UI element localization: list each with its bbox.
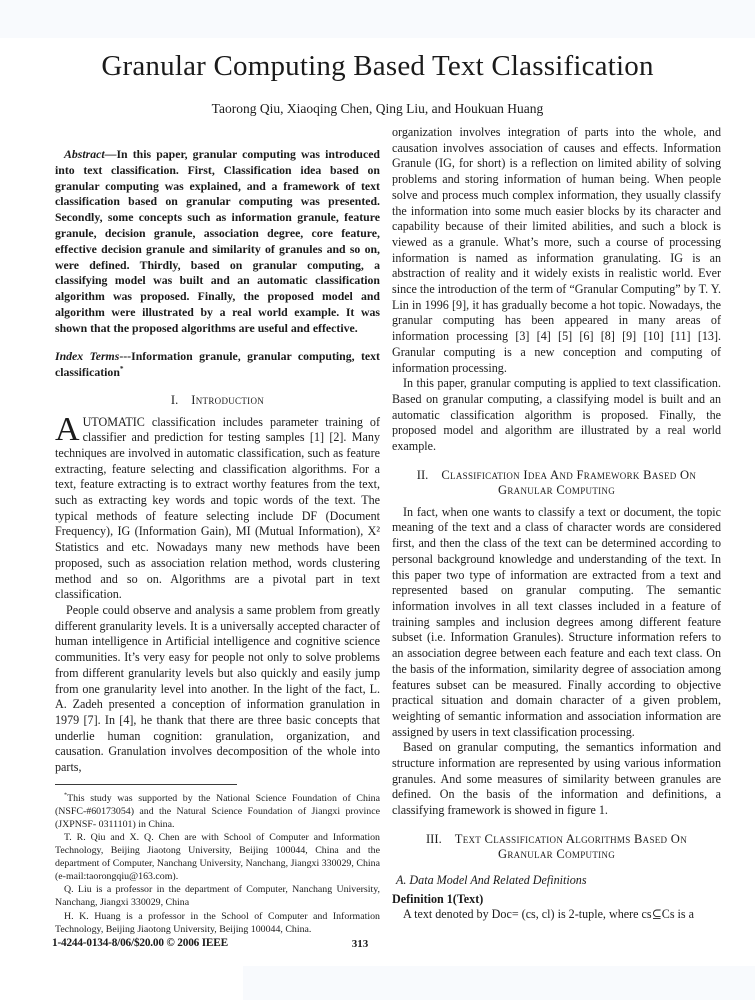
abstract-text: —In this paper, granular computing was introduced into text classification. First, Classification idea based on granular computing was explained, and a framework of text classification based on granular computing was presented. Secondly, some concepts such as information granule, feature granule, decision granule, association degree, core feature, effective decision granule and similarity of granules and so on, were defined. Thirdly, based on granular computing, a classifying model was built and an automatic classification algorithm was proposed. Finally, the proposed model and algorithm were illustrated by a real world example. It was shown that the proposed algorithms are useful and effective. bbox=[55, 147, 380, 335]
authors-line: Taorong Qiu, Xiaoqing Chen, Qing Liu, and Houkuan Huang bbox=[211, 101, 544, 116]
abstract-label: Abstract bbox=[64, 147, 105, 161]
right-paragraph-1: organization involves integration of parts into the whole, and causation involves association of causes and effects. Information Granule (IG, for short) is a reflection on limited ability of solving problems and storing information of human being. When people solve and process much complex information, they usually classify the information into some much easier blocks by its character and capability because of their limited abilities, and such a block is viewed as a granule. What’s more, such a course of processing information is named as information granulating. IG is an abstraction of reality and it widely exists in realistic world. Ever since the introduction of the term of “Granular Computing” by T. Y. Lin in 1996 [9], it has gradually become a hot topic. Nowadays, the granular computing has been appeared in many areas of information processing [3] [4] [5] [6] [8] [9] [10] [11] [13]. Granular computing is a new conception and computing of information processing. bbox=[392, 125, 721, 375]
section-heading-introduction bbox=[55, 393, 380, 408]
page-number: 313 bbox=[351, 938, 369, 950]
index-terms-label: Index Terms bbox=[55, 348, 120, 363]
index-terms-footnote-mark: * bbox=[119, 363, 124, 373]
intro-paragraph-2: People could observe and analysis a same problem from greatly different granularity levels. It is a universally accepted character of human intelligence in Artificial intelligence and cognitive science communities. It’s very easy for people not only to solve problems from different granularity levels but also quickly and easily jump from one granularity level into another. In the light of the fact, L. A. Zadeh presented a conception of information granulation in 1979 [7]. In [4], he thank that there are three basic concepts that underlie human cognition: granulation, organization, and causation. Granulation involves decomposition of the whole into parts, bbox=[55, 603, 380, 775]
dropcap-letter: A bbox=[55, 410, 80, 448]
definition-1-body: A text denoted by Doc= (cs, cl) is 2-tuple, where cs⊆Cs is a bbox=[403, 907, 695, 922]
page-title: Granular Computing Based Text Classification bbox=[101, 50, 654, 82]
index-terms-text: ---Information granule, granular computing, text classification bbox=[55, 348, 380, 379]
footnote-block bbox=[55, 784, 380, 936]
footnote-funding-text: This study was supported by the National Science Foundation of China (NSFC-#60173054) and the Natural Science Foundation of Jiangxi province (JXPNSF- 0311101) in China. bbox=[55, 792, 380, 830]
definition-1-heading: Definition 1(Text) bbox=[392, 891, 484, 906]
section-heading-algorithms bbox=[392, 832, 721, 862]
right-column bbox=[392, 125, 721, 923]
footnote-author-huang: H. K. Huang is a professor in the School of Computer and Information Technology, Beijing Jiaotong University, Beijing 100044, China. bbox=[55, 910, 380, 935]
footnote-funding bbox=[55, 792, 380, 831]
left-column bbox=[55, 138, 380, 936]
right-paragraph-2: In this paper, granular computing is applied to text classification. Based on granular computing, a classifying model is built and an automatic classification algorithm is proposed. Finally, the proposed model and algorithm are illustrated by a real world example. bbox=[392, 376, 721, 454]
section-title: Introduction bbox=[191, 392, 265, 407]
scan-background-band-bottom bbox=[243, 966, 755, 1000]
footer-copyright: 1-4244-0134-8/06/$20.00 © 2006 IEEE bbox=[52, 937, 228, 949]
abstract-paragraph bbox=[55, 147, 380, 337]
right-paragraph-3: In fact, when one wants to classify a text or document, the topic meaning of the text and a class of character words are considered first, and then the class of the text can be determined according to personal background knowledge and understanding of the text. In this paper two type of information are extracted from a text and represented based on granular computing. The semantic information involves in all text classes included in a feature of training samples and inclusion degrees among different feature subset (i.e. Information Granules). Structure information refers to an association degree between each feature and each text class. On the basis of the information, similarity degree of association among features subset can be measured. Finally according to objective practical situation and domain character of a given problem, weighting of semantic information and association information are assigned by users in text classification processing. bbox=[392, 504, 721, 739]
footnote-author-liu: Q. Liu is a professor in the department of Computer, Nanchang University, Nanchang, Jiangxi 330029, China bbox=[55, 884, 380, 909]
index-terms-paragraph bbox=[55, 348, 380, 380]
section-number: III. bbox=[425, 831, 442, 846]
footnote-author-qiu-chen: T. R. Qiu and X. Q. Chen are with School of Computer and Information Technology, Beijing Jiaotong University, Beijing 100044, China and the department of Computer, Nanchang University, Nanchang, Jiangxi 330029, China (e-mail:taorongqiu@163.com). bbox=[55, 832, 380, 883]
subsection-a-heading: A. Data Model And Related Definitions bbox=[396, 872, 587, 887]
section-number: I. bbox=[170, 392, 179, 407]
footnote-separator-rule bbox=[55, 784, 237, 785]
section-title: Text Classification Algorithms Based On Granular Computing bbox=[454, 831, 688, 861]
section-heading-classification-idea bbox=[392, 468, 721, 498]
scan-background-band-top bbox=[0, 0, 755, 38]
intro-paragraph-1 bbox=[55, 410, 380, 603]
right-paragraph-4: Based on granular computing, the semantics information and structure information are represented by using various information granules. And some measures of similarity between granules are defined. On the basis of the information and definitions, a classifying framework is showed in figure 1. bbox=[392, 740, 721, 818]
section-title: Classification Idea And Framework Based On Granular Computing bbox=[441, 467, 697, 497]
intro-paragraph-1-text: UTOMATIC classification includes parameter training of classifier and prediction for testing samples [1] [2]. Many techniques are involved in automatic classification, such as feature extracting, feature selecting and classification algorithms. For a text, feature extracting is to extract worthy features from the text, such as extracting key words and topic words of the text. The typical methods of feature selecting include DF (Document Frequency), IG (Information Gain), MI (Mutual Information), X² Statistics and etc. Nowadays many new methods have been proposed, such as association relation method, words clustering method and so on. Algorithms are a pivotal part in text classification. bbox=[55, 414, 380, 602]
section-number: II. bbox=[416, 467, 429, 482]
footnote-mark: * bbox=[64, 792, 68, 799]
